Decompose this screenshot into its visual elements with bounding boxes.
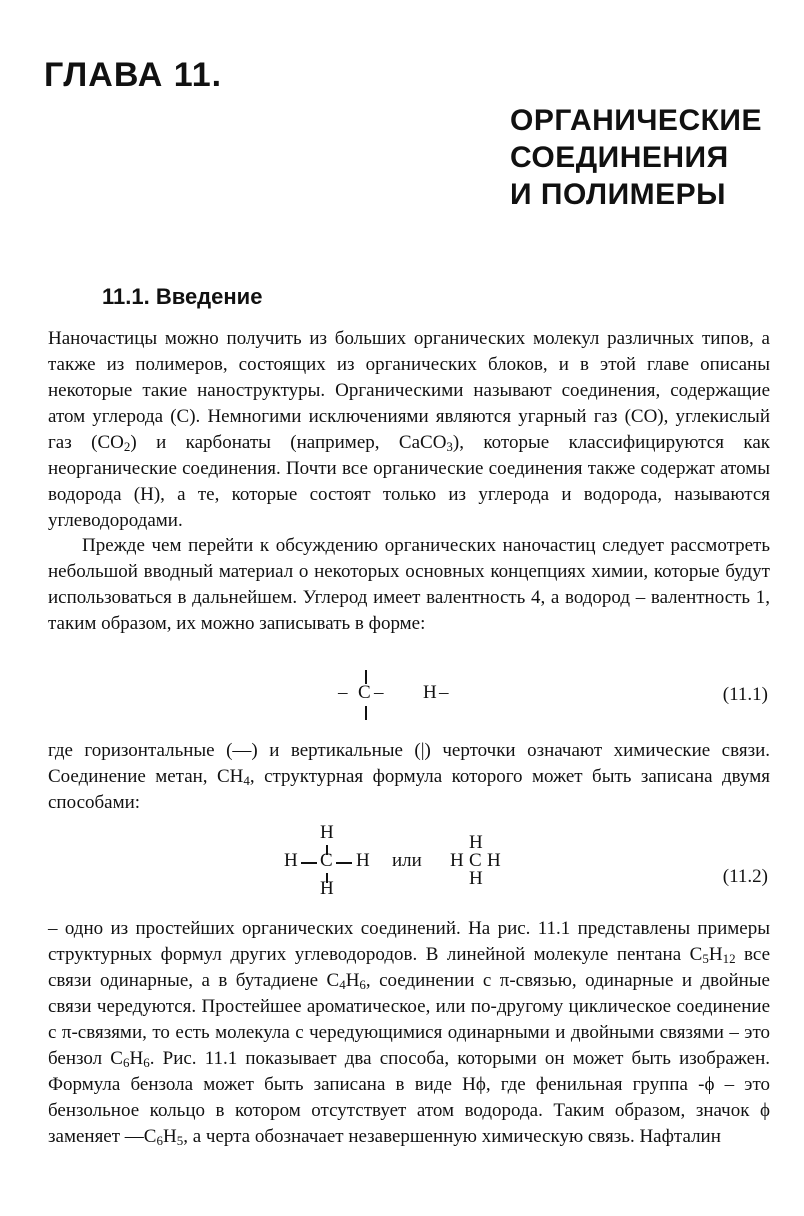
- formula-connector: или: [392, 850, 422, 871]
- paragraph-4-text-h: H: [162, 1126, 177, 1147]
- paragraph-1-text-c: ), которые классифицируются как неорганические соединения. Почти все органические соединения также содержат атомы водорода (H), а те, которые состоят только из углерода и водорода, называются углеводородами.: [48, 432, 770, 531]
- subscript: 6: [143, 1055, 150, 1070]
- paragraph-4-text-b: H: [708, 944, 723, 965]
- methane-right-bond: [336, 862, 352, 864]
- methane-compact-formula: [450, 832, 520, 902]
- subscript: 6: [122, 1055, 130, 1070]
- methane-bottom-h: H: [320, 878, 334, 899]
- subscript: 4: [339, 977, 346, 992]
- compact-carbon: C: [469, 850, 482, 871]
- methane-structural-formula: [284, 822, 374, 902]
- carbon-bottom-bond: [365, 706, 367, 720]
- subscript: 5: [702, 951, 709, 966]
- chapter-title-line-3: И ПОЛИМЕРЫ: [510, 178, 727, 211]
- subscript: 3: [446, 439, 453, 454]
- compact-top-h: H: [469, 832, 483, 853]
- hydrogen-bond: –: [439, 682, 449, 703]
- paragraph-4-text-a: – одно из простейших органических соединений. На рис. 11.1 представлены примеры структурных формул других углеводородов. В линейной молекуле пентана C: [48, 918, 770, 965]
- methane-top-h: H: [320, 822, 334, 843]
- methane-left-bond: [301, 862, 317, 864]
- compact-bottom-h: H: [469, 868, 483, 889]
- carbon-left-bond: –: [338, 682, 348, 703]
- compact-left-h: H: [450, 850, 464, 871]
- paragraph-4-text-d: H: [345, 970, 360, 991]
- subscript: 4: [243, 773, 250, 788]
- methane-carbon: C: [320, 850, 333, 871]
- compact-right-h: H: [487, 850, 501, 871]
- equation-number-11-1: (11.1): [722, 684, 768, 705]
- paragraph-4-text-f: H: [129, 1048, 144, 1069]
- methane-right-h: H: [356, 850, 370, 871]
- subscript: 6: [359, 977, 366, 992]
- chapter-label: ГЛАВА 11.: [44, 56, 223, 94]
- chapter-title: [510, 102, 770, 213]
- paragraph-3-text-a: где горизонтальные (—) и вертикальные (|) черточки означают химические связи. Соединение метан, CH: [48, 740, 770, 787]
- equation-number-11-2: (11.2): [722, 866, 768, 887]
- carbon-right-bond: –: [374, 682, 384, 703]
- equation-11-2: [284, 822, 524, 902]
- chapter-title-line-1: ОРГАНИЧЕСКИЕ: [510, 104, 762, 137]
- equation-11-1: [336, 668, 476, 724]
- paragraph-4-text-i: , а черта обозначает незавершенную химическую связь. Нафталин: [183, 1126, 721, 1147]
- subscript: 2: [123, 439, 131, 454]
- section-heading: 11.1. Введение: [102, 284, 263, 309]
- paragraph-3: [48, 738, 770, 816]
- carbon-atom: C: [358, 682, 371, 703]
- methane-left-h: H: [284, 850, 298, 871]
- subscript: 12: [722, 951, 736, 966]
- paragraph-4-text-e: , соединении с π-связью, одинарные и двойные связи чередуются. Простейшее ароматическое, или по-другому циклическое соединение с π-связями, то есть молекула с чередующимися одинарными и двойными связями – это бензол C: [48, 970, 770, 1069]
- paragraph-1-text-b: ) и карбонаты (например, CaCO: [130, 432, 447, 453]
- paragraph-4-text-c: все связи одинарные, а в бутадиене C: [48, 944, 771, 991]
- subscript: 6: [156, 1133, 163, 1148]
- paragraph-1-text-a: Наночастицы можно получить из больших органических молекул различных типов, а также из полимеров, состоящих из органических блоков, и в этой главе описаны некоторые такие наноструктуры. Органическими называют соединения, содержащие атом углерода (C). Немногими исключениями являются угарный газ (CO), углекислый газ (CO: [48, 328, 770, 453]
- paragraph-1: [48, 326, 770, 534]
- subscript: 5: [176, 1133, 184, 1148]
- paragraph-4-text-g: . Рис. 11.1 показывает два способа, которыми он может быть изображен. Формула бензола может быть записана в виде Hϕ, где фенильная группа -ϕ – это бензольное кольцо в котором отсутствует атом водорода. Таким образом, значок ϕ заменяет —C: [48, 1048, 770, 1147]
- chapter-title-line-2: СОЕДИНЕНИЯ: [510, 141, 729, 174]
- paragraph-3-text-b: , структурная формула которого может быть записана двумя способами:: [48, 766, 771, 813]
- hydrogen-atom: H: [423, 682, 437, 703]
- paragraph-4: [48, 916, 770, 1150]
- paragraph-2: Прежде чем перейти к обсуждению органических наночастиц следует рассмотреть небольшой вводный материал о некоторых основных концепциях химии, которые будут использоваться в дальнейшем. Углерод имеет валентность 4, а водород – валентность 1, таким образом, их можно записывать в форме:: [48, 535, 770, 634]
